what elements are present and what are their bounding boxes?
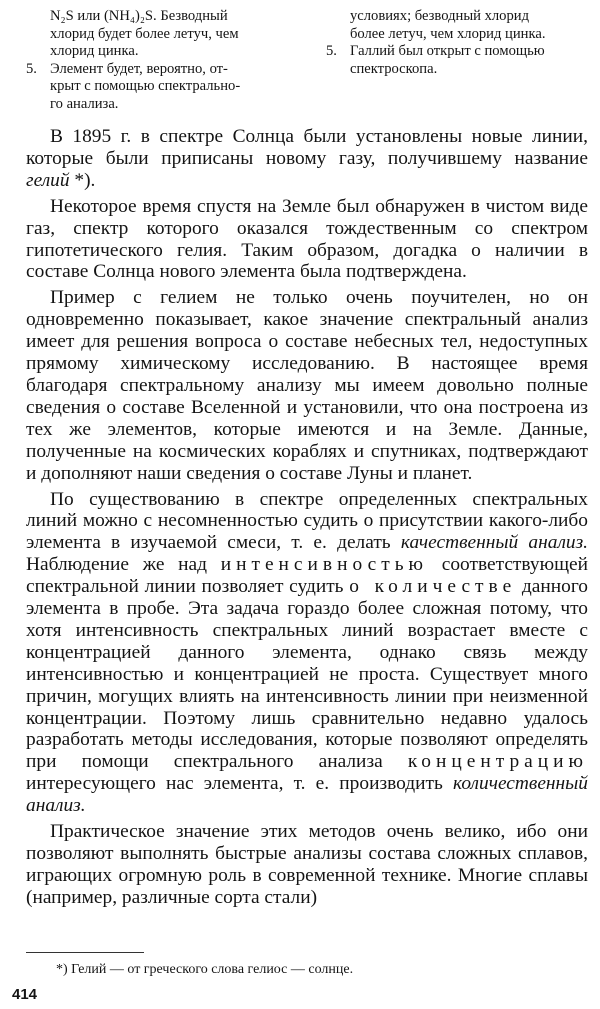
left-item-number: 5.: [26, 60, 37, 77]
footnote-divider: [26, 952, 144, 953]
spaced-emphasis: о количестве: [349, 576, 517, 598]
paragraph-helium-example: Пример с гелием не только очень поучителен, но он одновременно показывает, какое значение спектральный анализ имеет для решения вопроса о составе небесных тел, недоступных прямому химическому исследованию. В настоящее время благодаря спектральному анализу мы имеем довольно полные сведения о составе Вселенной и установили, что она построена из тех же элементов, которые имеются и на Земле. Данные, полученные на космических кораблях и спутниках, подтверждают и дополняют наши сведения о составе Луны и планет.: [26, 287, 588, 484]
term-quantitative-analysis: количественный анализ.: [26, 773, 588, 817]
right-item-number: 5.: [326, 43, 337, 60]
right-answer-item: [322, 43, 590, 78]
footnote-marker: *).: [69, 169, 96, 191]
right-continuation-line: условиях; безводный хлорид: [350, 8, 529, 24]
page-number: 414: [12, 986, 38, 1003]
left-item-line: крыт с помощью спектрально-: [50, 78, 241, 95]
left-column: [22, 8, 307, 114]
paragraph-text: Наблюдение же над: [26, 554, 221, 576]
paragraph-text: данного элемента в пробе. Эта задача гораздо более сложная потому, что хотя интенсивность спектральных линий возрастает вместе с концентрацией данного элемента, однако связь между интенсивностью и концентрацией не проста. Существует много причин, могущих влиять на интенсивность линии при неизменной концентрации. Поэтому лишь сравнительно недавно удалось разработать методы исследования, которые позволяют определять при помощи спектрального анализа: [26, 576, 588, 773]
top-answer-columns: [22, 8, 587, 112]
left-continuation-line: хлорид цинка.: [50, 43, 139, 60]
paragraph-text: интересующего нас элемента, т. е. производить: [26, 773, 453, 795]
left-item-line: Элемент будет, вероятно, от-: [50, 60, 228, 77]
paragraph-text: соответствующей спектральной линии позволяет судить: [26, 554, 588, 598]
spaced-emphasis: интенсивностью: [220, 554, 429, 576]
spaced-emphasis: концентрацию: [407, 751, 588, 773]
paragraph-helium-discovery: [26, 126, 588, 192]
left-continuation-line: хлорид будет более летуч, чем: [50, 25, 239, 42]
left-continuation-line: N₂S или (NH₄)₂S. Безводный: [50, 8, 228, 24]
right-continuation-line: более летуч, чем хлорид цинка.: [350, 25, 546, 42]
main-text: [26, 126, 588, 913]
right-item-line: Галлий был открыт с помощью: [350, 43, 545, 60]
right-column: [322, 8, 590, 78]
term-helium: гелий: [26, 169, 70, 191]
paragraph-practical-value: Практическое значение этих методов очень велико, ибо они позволяют выполнять быстрые анализы состава сложных сплавов, играющих огромную роль в современной технике. Многие сплавы (например, различные сорта стали): [26, 821, 588, 908]
right-item-line: спектроскопа.: [350, 60, 438, 77]
paragraph-qualitative-quantitative: [26, 489, 588, 818]
term-qualitative-analysis: качественный анализ.: [400, 532, 589, 554]
paragraph-text: В 1895 г. в спектре Солнца были установлены новые линии, которые были приписаны новому газу, получившему название: [26, 126, 588, 169]
paragraph-helium-on-earth: Некоторое время спустя на Земле был обнаружен в чистом виде газ, спектр которого оказался тождественным со спектром гипотетического гелия. Таким образом, догадка о наличии в составе Солнца нового элемента была подтверждена.: [26, 195, 588, 283]
paragraph-text: По существованию в спектре определенных спектральных линий можно с несомненностью судить о присутствии какого-либо элемента в изучаемой смеси, т. е. делать: [26, 488, 588, 554]
footnote: *) Гелий — от греческого слова гелиос — солнце.: [56, 962, 354, 977]
left-answer-item: [22, 61, 307, 114]
left-item-line: го анализа.: [50, 95, 119, 112]
